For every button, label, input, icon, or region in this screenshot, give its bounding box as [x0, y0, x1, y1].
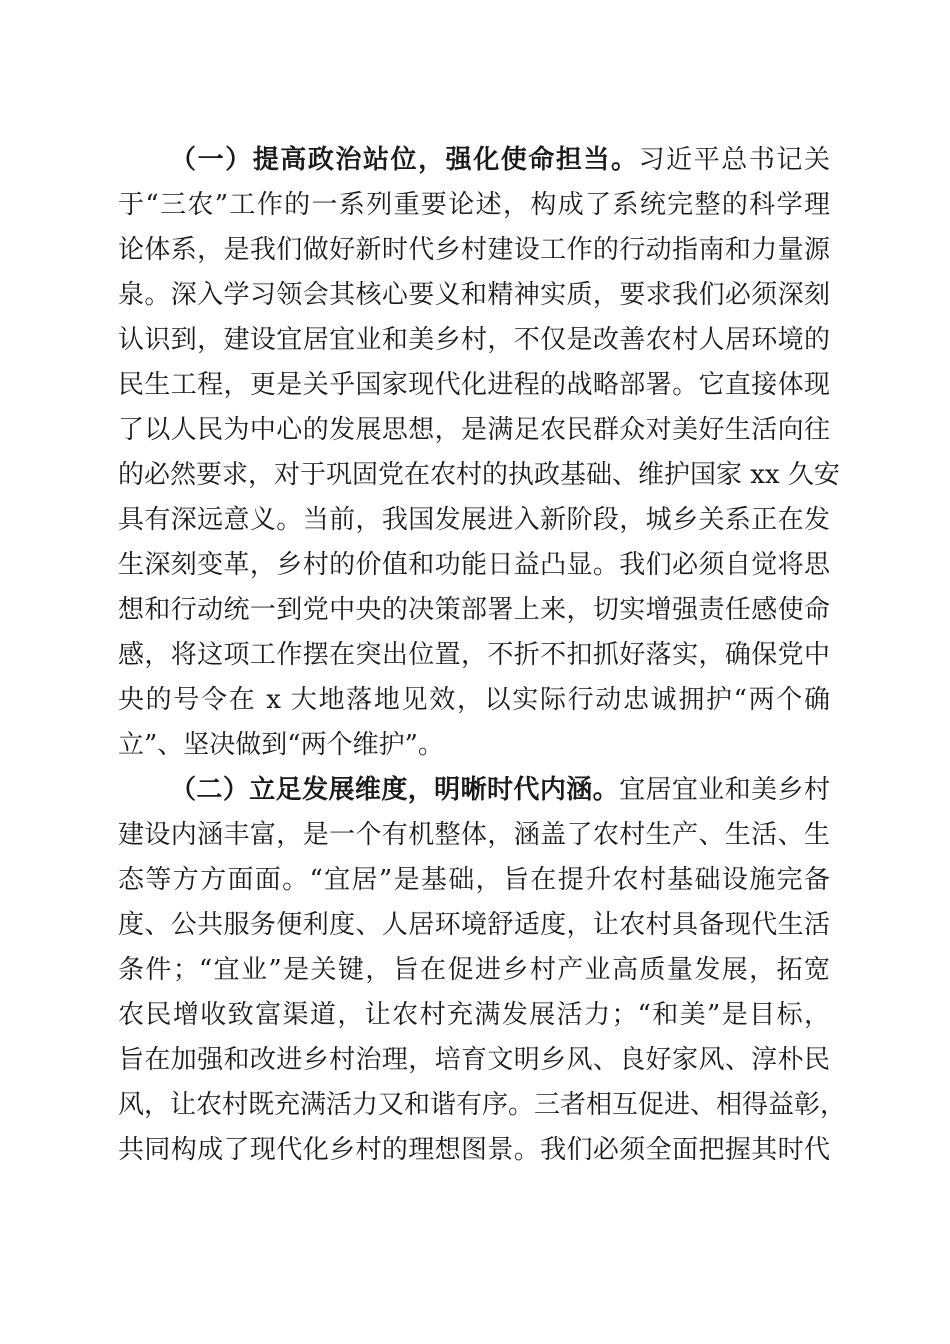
paragraph-line: 民生工程，更是关乎国家现代化进程的战略部署。它直接体现 [118, 370, 830, 400]
paragraph-line: 态等方方面面。“宜居”是基础，旨在提升农村基础设施完备 [118, 865, 830, 895]
paragraph-line: 感，将这项工作摆在突出位置，不折不扣抓好落实，确保党中 [118, 640, 830, 670]
paragraph-line: 央的号令在 x 大地落地见效，以实际行动忠诚拥护“两个确 [118, 685, 830, 715]
paragraph-text: 宜居宜业和美乡村 [619, 775, 830, 805]
paragraph-line: 农民增收致富渠道，让农村充满发展活力；“和美”是目标， [118, 1000, 830, 1030]
paragraph-line: 共同构成了现代化乡村的理想图景。我们必须全面把握其时代 [118, 1135, 830, 1165]
paragraph-line: 度、公共服务便利度、人居环境舒适度，让农村具备现代生活 [118, 910, 830, 940]
document-page [118, 138, 847, 1173]
paragraph-line: 论体系，是我们做好新时代乡村建设工作的行动指南和力量源 [118, 235, 830, 265]
paragraph-line: 建设内涵丰富，是一个有机整体，涵盖了农村生产、生活、生 [118, 820, 830, 850]
paragraph-line: 想和行动统一到党中央的决策部署上来，切实增强责任感使命 [118, 595, 830, 625]
paragraph-line: 具有深远意义。当前，我国发展进入新阶段，城乡关系正在发 [118, 505, 830, 535]
paragraph-line: 的必然要求，对于巩固党在农村的执政基础、维护国家 xx 久安 [118, 460, 840, 490]
paragraph-line: 生深刻变革，乡村的价值和功能日益凸显。我们必须自觉将思 [118, 550, 830, 580]
paragraph-line: 风，让农村既充满活力又和谐有序。三者相互促进、相得益彰， [118, 1090, 847, 1120]
paragraph-line: 条件；“宜业”是关键，旨在促进乡村产业高质量发展，拓宽 [118, 955, 830, 985]
paragraph-line [118, 768, 830, 813]
paragraph-text: 习近平总书记关 [638, 145, 830, 175]
section-heading: （二）立足发展维度，明晰时代内涵。 [170, 775, 620, 805]
paragraph-line: 了以人民为中心的发展思想，是满足农民群众对美好生活向往 [118, 415, 830, 445]
paragraph-line: 立”、坚决做到“两个维护”。 [118, 730, 444, 760]
section-heading: （一）提高政治站位，强化使命担当。 [170, 145, 639, 175]
paragraph-line: 泉。深入学习领会其核心要义和精神实质，要求我们必须深刻 [118, 280, 830, 310]
paragraph-line [118, 138, 830, 183]
paragraph-line: 于“三农”工作的一系列重要论述，构成了系统完整的科学理 [118, 190, 830, 220]
paragraph-line: 认识到，建设宜居宜业和美乡村，不仅是改善农村人居环境的 [118, 325, 830, 355]
paragraph-line: 旨在加强和改进乡村治理，培育文明乡风、良好家风、淳朴民 [118, 1045, 830, 1075]
